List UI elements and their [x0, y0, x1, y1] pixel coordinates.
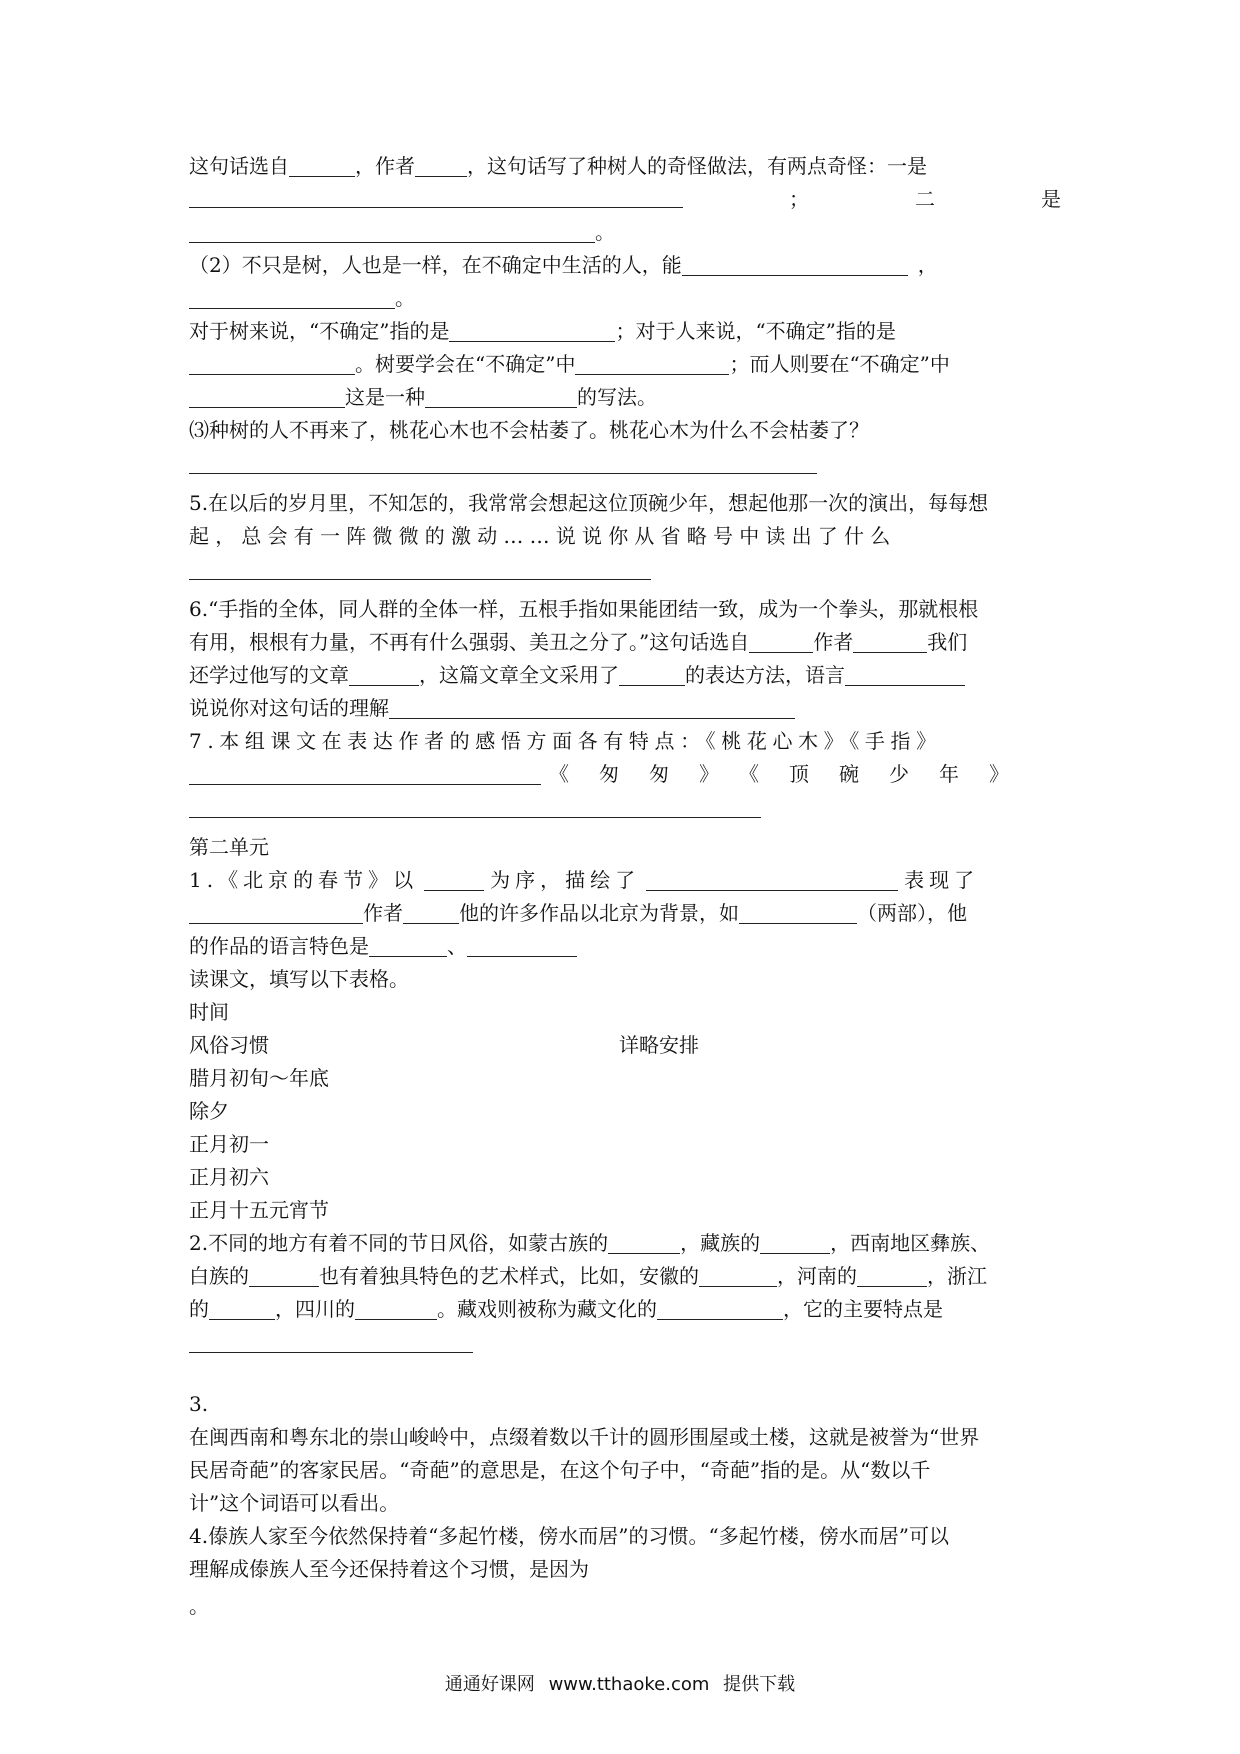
text-line — [189, 1454, 1061, 1487]
text: ，四川的 — [275, 1297, 355, 1321]
text-line — [189, 1487, 1061, 1520]
spacer — [189, 1366, 1061, 1388]
footer-suffix: 提供下载 — [723, 1674, 796, 1695]
blank — [403, 899, 459, 924]
blank — [189, 383, 345, 408]
text: 二 — [915, 187, 935, 211]
text: 作者 — [813, 630, 854, 654]
text: 。 — [595, 220, 615, 244]
blank — [575, 350, 729, 375]
text: 也有着独具特色的艺术样式，比如，安徽的 — [319, 1264, 699, 1288]
table-row — [189, 1128, 1061, 1161]
text: 读课文，填写以下表格。 — [189, 967, 409, 991]
text: ，这篇文章全文采用了 — [419, 663, 619, 687]
text: （两部），他 — [857, 901, 967, 925]
table-row — [189, 1095, 1061, 1128]
blank — [739, 899, 857, 924]
text-line — [189, 1260, 1061, 1293]
text-line — [189, 282, 1061, 315]
text: 的表达方法，语言 — [685, 663, 845, 687]
text: ，河南的 — [777, 1264, 857, 1288]
section-title — [189, 831, 1061, 864]
blank — [189, 1328, 473, 1353]
text: 还学过他写的文章 — [189, 663, 349, 687]
text: 、 — [447, 934, 467, 958]
text: 2.不同的地方有着不同的节日风俗，如蒙古族的 — [189, 1231, 609, 1255]
text: 。 — [189, 1594, 209, 1618]
text: 7.本组课文在表达作者的感悟方面各有特点：《桃花心木》《手指》 — [189, 729, 942, 753]
blank — [682, 251, 908, 276]
text-line — [189, 1586, 1061, 1626]
text-line — [189, 1520, 1061, 1553]
page-footer — [0, 1670, 1240, 1696]
text-line — [189, 216, 1061, 249]
text: 1.《北京的春节》以 — [189, 868, 419, 892]
text: 4.傣族人家至今依然保持着“多起竹楼，傍水而居”的习惯。“多起竹楼，傍水而居”可以 — [189, 1524, 949, 1548]
table-cell: 除夕 — [189, 1099, 229, 1123]
blank — [389, 694, 795, 719]
table-row — [189, 1161, 1061, 1194]
table-cell: 正月初六 — [189, 1165, 269, 1189]
blank — [249, 1262, 319, 1287]
text: 的 — [189, 1297, 209, 1321]
footer-url: www.tthaoke.com — [548, 1674, 710, 1695]
text-line — [189, 1293, 1061, 1326]
table-cell: 正月初一 — [189, 1132, 269, 1156]
answer-line — [189, 447, 1061, 487]
text: 。藏戏则被称为藏文化的 — [437, 1297, 657, 1321]
customs-table — [189, 996, 1061, 1227]
text: 这句话选自 — [189, 154, 289, 178]
text: ，这句话写了种树人的奇怪做法，有两点奇怪：一是 — [467, 154, 927, 178]
blank — [608, 1229, 680, 1254]
answer-line — [189, 553, 1061, 593]
blank — [424, 866, 484, 891]
blank — [467, 932, 577, 957]
text-line — [189, 1388, 1061, 1421]
blank — [349, 661, 419, 686]
table-cell: 腊月初旬～年底 — [189, 1066, 329, 1090]
text: 是 — [1041, 187, 1061, 211]
blank — [646, 866, 898, 891]
text-line — [189, 963, 1061, 996]
blank — [845, 661, 965, 686]
text-line — [189, 864, 1061, 897]
text: ，西南地区彝族、 — [830, 1231, 991, 1255]
text-line — [189, 315, 1061, 348]
blank — [189, 793, 761, 818]
blank — [699, 1262, 777, 1287]
text: 5.在以后的岁月里，不知怎的，我常常会想起这位顶碗少年，想起他那一次的演出，每每想 — [189, 491, 989, 515]
text: ，它的主要特点是 — [783, 1297, 943, 1321]
table-header-cell: 详略安排 — [619, 1033, 699, 1057]
text: ，作者 — [355, 154, 415, 178]
blank — [189, 284, 395, 309]
text: 3. — [189, 1392, 209, 1416]
table-header-cell: 风俗习惯 — [189, 1033, 269, 1057]
blank — [369, 932, 447, 957]
answer-line — [189, 1326, 1061, 1366]
text-line — [189, 381, 1061, 414]
text: 表现了 — [904, 868, 980, 892]
text: 我们 — [927, 630, 968, 654]
text: 计”这个词语可以看出。 — [189, 1491, 400, 1515]
text-line — [189, 249, 1061, 282]
text: ； — [789, 187, 809, 211]
text-line — [189, 1421, 1061, 1454]
text: 。 — [395, 286, 415, 310]
text: 《匆匆》《顶碗少年》 — [549, 762, 1039, 786]
text: 在闽西南和粤东北的崇山峻岭中，点缀着数以千计的圆形围屋或土楼，这就是被誉为“世界 — [189, 1425, 980, 1449]
table-header — [189, 996, 1061, 1029]
text-line — [189, 692, 1061, 725]
text: 第二单元 — [189, 835, 269, 859]
text-line — [189, 626, 1061, 659]
table-row — [189, 1062, 1061, 1095]
blank — [449, 317, 615, 342]
footer-site-name: 通通好课网 — [444, 1674, 535, 1695]
text: 白族的 — [189, 1264, 249, 1288]
text: 6.“手指的全体，同人群的全体一样，五根手指如果能团结一致，成为一个拳头，那就根根 — [189, 597, 979, 621]
answer-line — [189, 791, 1061, 831]
text-line — [189, 1553, 1061, 1586]
text: ，浙江 — [927, 1264, 987, 1288]
text: 他的许多作品以北京为背景，如 — [459, 901, 739, 925]
text: ， — [917, 253, 938, 277]
text: 的写法。 — [577, 385, 657, 409]
blank — [415, 152, 467, 177]
text: ；而人则要在“不确定”中 — [729, 352, 950, 376]
text: 这是一种 — [345, 385, 425, 409]
table-cell: 正月十五元宵节 — [189, 1198, 329, 1222]
blank — [189, 218, 595, 243]
blank — [189, 899, 363, 924]
blank — [189, 449, 817, 474]
blank — [189, 350, 355, 375]
text: 为序，描绘了 — [490, 868, 641, 892]
text: 起，总会有一阵微微的激动……说说你从省略号中读出了什么 — [189, 524, 897, 548]
text-line — [189, 348, 1061, 381]
blank — [760, 1229, 830, 1254]
blank — [853, 628, 927, 653]
blank — [289, 152, 355, 177]
text-line — [189, 897, 1061, 930]
text-line — [189, 183, 1061, 216]
blank — [189, 760, 541, 785]
text: ⑶种树的人不再来了，桃花心木也不会枯萎了。桃花心木为什么不会枯萎了？ — [189, 418, 869, 442]
blank — [189, 183, 683, 208]
blank — [209, 1295, 275, 1320]
text-line — [189, 725, 1061, 758]
blank — [657, 1295, 783, 1320]
text: 理解成傣族人至今还保持着这个习惯，是因为 — [189, 1557, 589, 1581]
text-line — [189, 659, 1061, 692]
text: ；对于人来说，“不确定”指的是 — [615, 319, 896, 343]
text: 作者 — [363, 901, 403, 925]
table-header — [189, 1029, 1061, 1062]
blank — [425, 383, 577, 408]
table-header-cell: 时间 — [189, 1000, 229, 1024]
text: 对于树来说，“不确定”指的是 — [189, 319, 450, 343]
text: 有用，根根有力量，不再有什么强弱、美丑之分了。”这句话选自 — [189, 630, 750, 654]
text: 。树要学会在“不确定”中 — [355, 352, 576, 376]
worksheet-page — [189, 150, 1061, 1626]
table-row — [189, 1194, 1061, 1227]
blank — [189, 555, 651, 580]
blank — [857, 1262, 927, 1287]
text: ，藏族的 — [680, 1231, 761, 1255]
text-line — [189, 593, 1061, 626]
text-line — [189, 758, 1061, 791]
blank — [619, 661, 685, 686]
blank — [749, 628, 813, 653]
text-line — [189, 1227, 1061, 1260]
text-line — [189, 150, 1061, 183]
text: （2）不只是树，人也是一样，在不确定中生活的人，能 — [189, 253, 682, 277]
text-line — [189, 930, 1061, 963]
text-line — [189, 520, 1061, 553]
text: 的作品的语言特色是 — [189, 934, 369, 958]
text-line — [189, 487, 1061, 520]
blank — [355, 1295, 437, 1320]
text: 说说你对这句话的理解 — [189, 696, 389, 720]
text-line — [189, 414, 1061, 447]
text: 民居奇葩”的客家民居。“奇葩”的意思是，在这个句子中，“奇葩”指的是。从“数以千 — [189, 1458, 931, 1482]
